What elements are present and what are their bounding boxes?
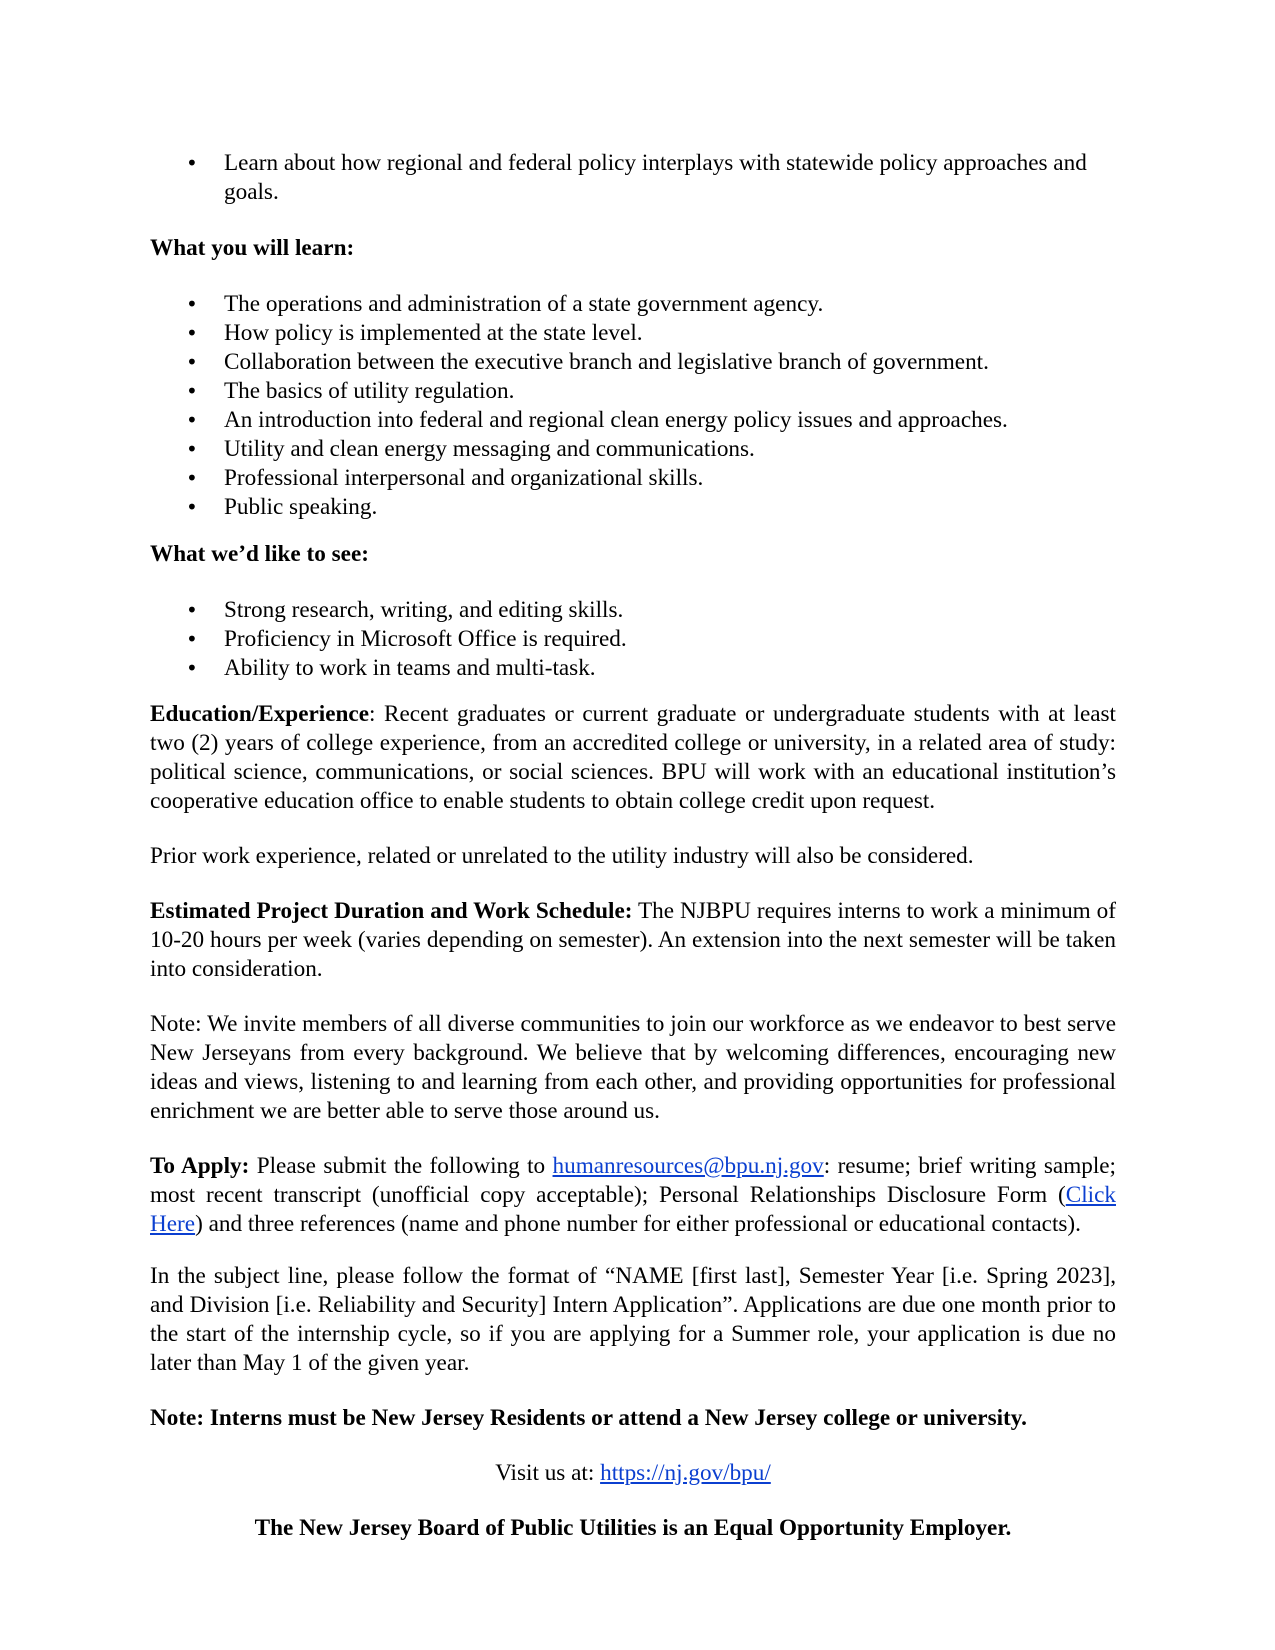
prior-work-paragraph: Prior work experience, related or unrelated to the utility industry will also be considered. bbox=[150, 843, 974, 869]
list-item: • Learn about how regional and federal policy interplays with statewide policy approaches and goals. bbox=[150, 149, 1116, 207]
education-label: Education/Experience bbox=[150, 701, 369, 727]
document-body bbox=[150, 149, 1116, 1543]
duration-label: Estimated Project Duration and Work Schedule: bbox=[150, 898, 633, 924]
list-item: • An introduction into federal and regional clean energy policy issues and approaches. bbox=[150, 406, 1116, 435]
bpu-website-link[interactable]: https://nj.gov/bpu/ bbox=[600, 1460, 771, 1486]
apply-text: : resume; brief writing sample; most recent transcript (unofficial copy acceptable); Personal Relationships Disclosure Form ( bbox=[150, 1153, 1116, 1208]
list-item: • Strong research, writing, and editing skills. bbox=[150, 596, 1116, 625]
learn-list bbox=[150, 290, 1116, 522]
apply-text: ) and three references (name and phone number for either professional or educational contacts). bbox=[195, 1211, 1081, 1237]
disclosure-form-link[interactable]: Click Here bbox=[150, 1182, 1116, 1237]
diversity-note: Note: We invite members of all diverse communities to join our workforce as we endeavor to best serve New Jerseyans from every background. We believe that by welcoming differences, encouraging new ideas and views, listening to and learning from each other, and providing opportunities for professional enrichment we are better able to serve those around us. bbox=[150, 1011, 1116, 1124]
learn-heading: What you will learn: bbox=[150, 235, 355, 261]
residency-note-text: Note: Interns must be New Jersey Residents or attend a New Jersey college or university. bbox=[150, 1405, 1027, 1431]
education-paragraph bbox=[150, 700, 1116, 816]
list-item: • Collaboration between the executive branch and legislative branch of government. bbox=[150, 348, 1116, 377]
eoe-text: The New Jersey Board of Public Utilities is an Equal Opportunity Employer. bbox=[254, 1515, 1012, 1541]
visit-line bbox=[150, 1459, 1116, 1488]
eoe-statement bbox=[150, 1514, 1116, 1543]
list-item: • The basics of utility regulation. bbox=[150, 377, 1116, 406]
subject-line-paragraph: In the subject line, please follow the format of “NAME [first last], Semester Year [i.e. Spring 2023], and Division [i.e. Reliability and Security] Intern Application”. Applications are due one month prior to the start of the internship cycle, so if you are applying for a Summer role, your application is due no later than May 1 of the given year. bbox=[150, 1263, 1116, 1376]
list-item: • Public speaking. bbox=[150, 493, 1116, 522]
apply-paragraph bbox=[150, 1152, 1116, 1239]
hr-email-link[interactable]: humanresources@bpu.nj.gov bbox=[552, 1153, 824, 1179]
see-list bbox=[150, 596, 1116, 683]
see-heading: What we’d like to see: bbox=[150, 541, 369, 567]
list-item: • The operations and administration of a state government agency. bbox=[150, 290, 1116, 319]
apply-text: Please submit the following to bbox=[249, 1153, 553, 1179]
residency-note bbox=[150, 1404, 1116, 1433]
list-item: • Ability to work in teams and multi-task. bbox=[150, 654, 1116, 683]
apply-label: To Apply: bbox=[150, 1153, 250, 1179]
list-item: • Utility and clean energy messaging and communications. bbox=[150, 435, 1116, 464]
list-item: • Proficiency in Microsoft Office is required. bbox=[150, 625, 1116, 654]
duration-paragraph bbox=[150, 897, 1116, 984]
education-text: : Recent graduates or current graduate or undergraduate students with at least two (2) years of college experience, from an accredited college or university, in a related area of study: political science, communications, or social sciences. BPU will work with an educational institution’s cooperative education office to enable students to obtain college credit upon request. bbox=[150, 701, 1116, 814]
list-item: • Professional interpersonal and organizational skills. bbox=[150, 464, 1116, 493]
intro-bullet-list bbox=[150, 149, 1116, 207]
list-item: • How policy is implemented at the state level. bbox=[150, 319, 1116, 348]
duration-text: The NJBPU requires interns to work a minimum of 10-20 hours per week (varies depending on semester). An extension into the next semester will be taken into consideration. bbox=[150, 898, 1116, 982]
visit-label: Visit us at: bbox=[495, 1460, 601, 1486]
